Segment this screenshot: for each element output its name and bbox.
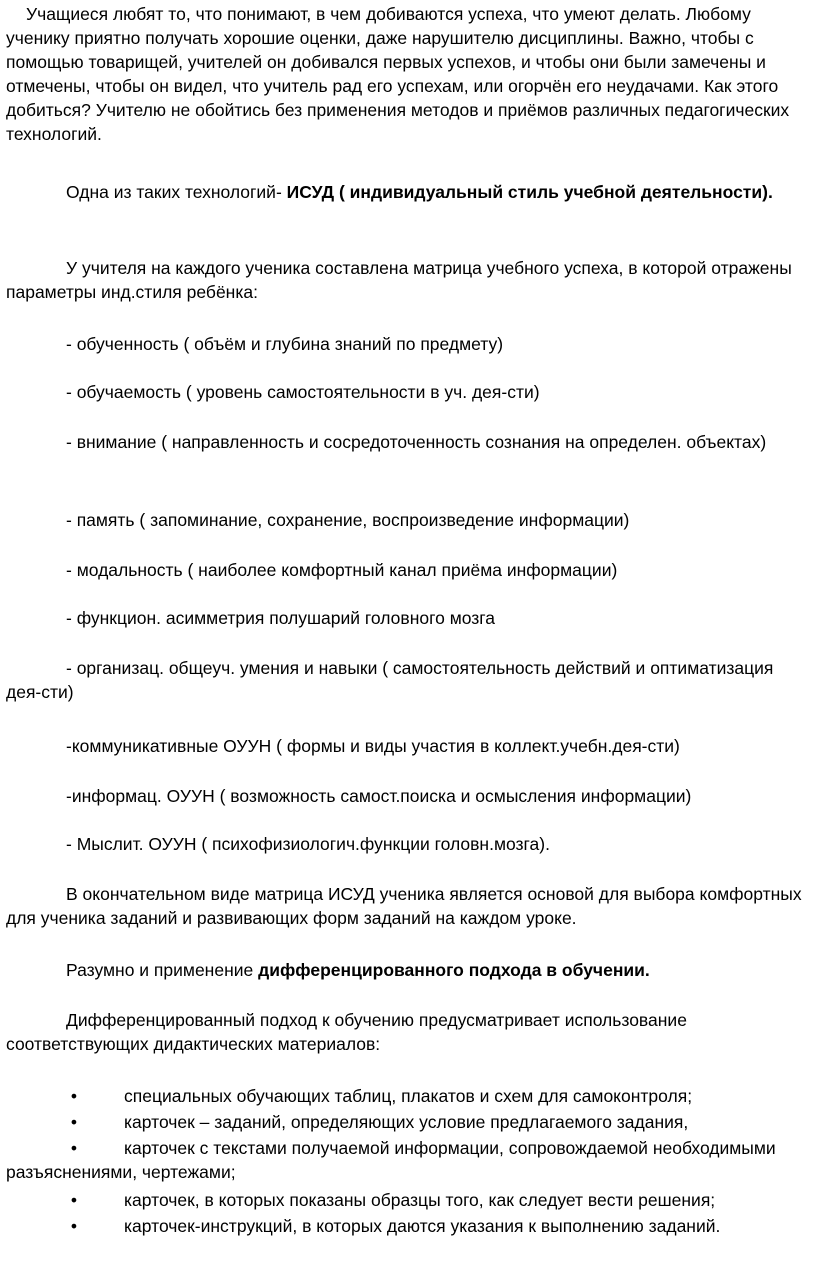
technology-prefix: Одна из таких технологий-	[66, 182, 287, 202]
bullet-text: карточек с текстами получаемой информации, сопровождаемой необходимыми разъяснениями, чертежами;	[6, 1138, 776, 1182]
differentiated-approach-title: дифференцированного подхода в обучении.	[258, 960, 650, 980]
bullet-icon: •	[70, 1216, 78, 1236]
param-item: - внимание ( направленность и сосредоточенность сознания на определен. объектах)	[66, 432, 767, 452]
bullet-text: карточек-инструкций, в которых даются указания к выполнению заданий.	[124, 1216, 721, 1236]
bullet-icon: •	[70, 1086, 78, 1106]
bullet-item	[6, 1136, 806, 1184]
bullet-item	[6, 1188, 806, 1212]
final-view-paragraph: В окончательном виде матрица ИСУД ученика является основой для выбора комфортных для ученика заданий и развивающих форм заданий на каждом уроке.	[6, 884, 802, 928]
param-item: -коммуникативные ОУУН ( формы и виды участия в коллект.учебн.дея-сти)	[66, 736, 680, 756]
bullet-text: карточек – заданий, определяющих условие предлагаемого задания,	[124, 1112, 689, 1132]
differentiated-description-paragraph: Дифференцированный подход к обучению предусматривает использование соответствующих дидактических материалов:	[6, 1010, 687, 1054]
param-item: - обучаемость ( уровень самостоятельности в уч. дея-сти)	[66, 382, 540, 402]
matrix-intro-paragraph: У учителя на каждого ученика составлена матрица учебного успеха, в которой отражены параметры инд.стиля ребёнка:	[6, 258, 792, 302]
bullet-text: специальных обучающих таблиц, плакатов и схем для самоконтроля;	[124, 1086, 693, 1106]
technology-paragraph	[6, 180, 806, 204]
bullet-icon: •	[70, 1112, 78, 1132]
bullet-text: карточек, в которых показаны образцы того, как следует вести решения;	[124, 1190, 716, 1210]
bullet-item	[6, 1110, 806, 1134]
param-item: - модальность ( наиболее комфортный канал приёма информации)	[66, 560, 618, 580]
param-item: - функцион. асимметрия полушарий головного мозга	[66, 608, 496, 628]
param-item: - обученность ( объём и глубина знаний по предмету)	[66, 334, 504, 354]
intro-paragraph: Учащиеся любят то, что понимают, в чем добиваются успеха, что умеют делать. Любому ученику приятно получать хорошие оценки, даже нарушителю дисциплины. Важно, чтобы с помощью товарищей, учителей он добивался первых успехов, и чтобы они были замечены и отмечены, чтобы он видел, что учитель рад его успехам, или огорчён его неудачами. Как этого добиться? Учителю не обойтись без применения методов и приёмов различных педагогических технологий.	[6, 4, 790, 144]
technology-name: ИСУД ( индивидуальный стиль учебной деятельности).	[286, 182, 773, 202]
differentiated-prefix: Разумно и применение	[66, 960, 259, 980]
param-item: -информац. ОУУН ( возможность самост.поиска и осмысления информации)	[66, 786, 692, 806]
bullet-item	[6, 1214, 806, 1238]
bullet-icon: •	[70, 1190, 78, 1210]
param-item: - память ( запоминание, сохранение, воспроизведение информации)	[66, 510, 630, 530]
bullet-icon: •	[70, 1138, 78, 1158]
param-item: - организац. общеуч. умения и навыки ( самостоятельность действий и оптиматизация дея-сти)	[6, 658, 774, 702]
param-item: - Мыслит. ОУУН ( психофизиологич.функции головн.мозга).	[66, 834, 550, 854]
differentiated-approach-paragraph	[6, 958, 806, 982]
bullet-item	[6, 1084, 806, 1108]
